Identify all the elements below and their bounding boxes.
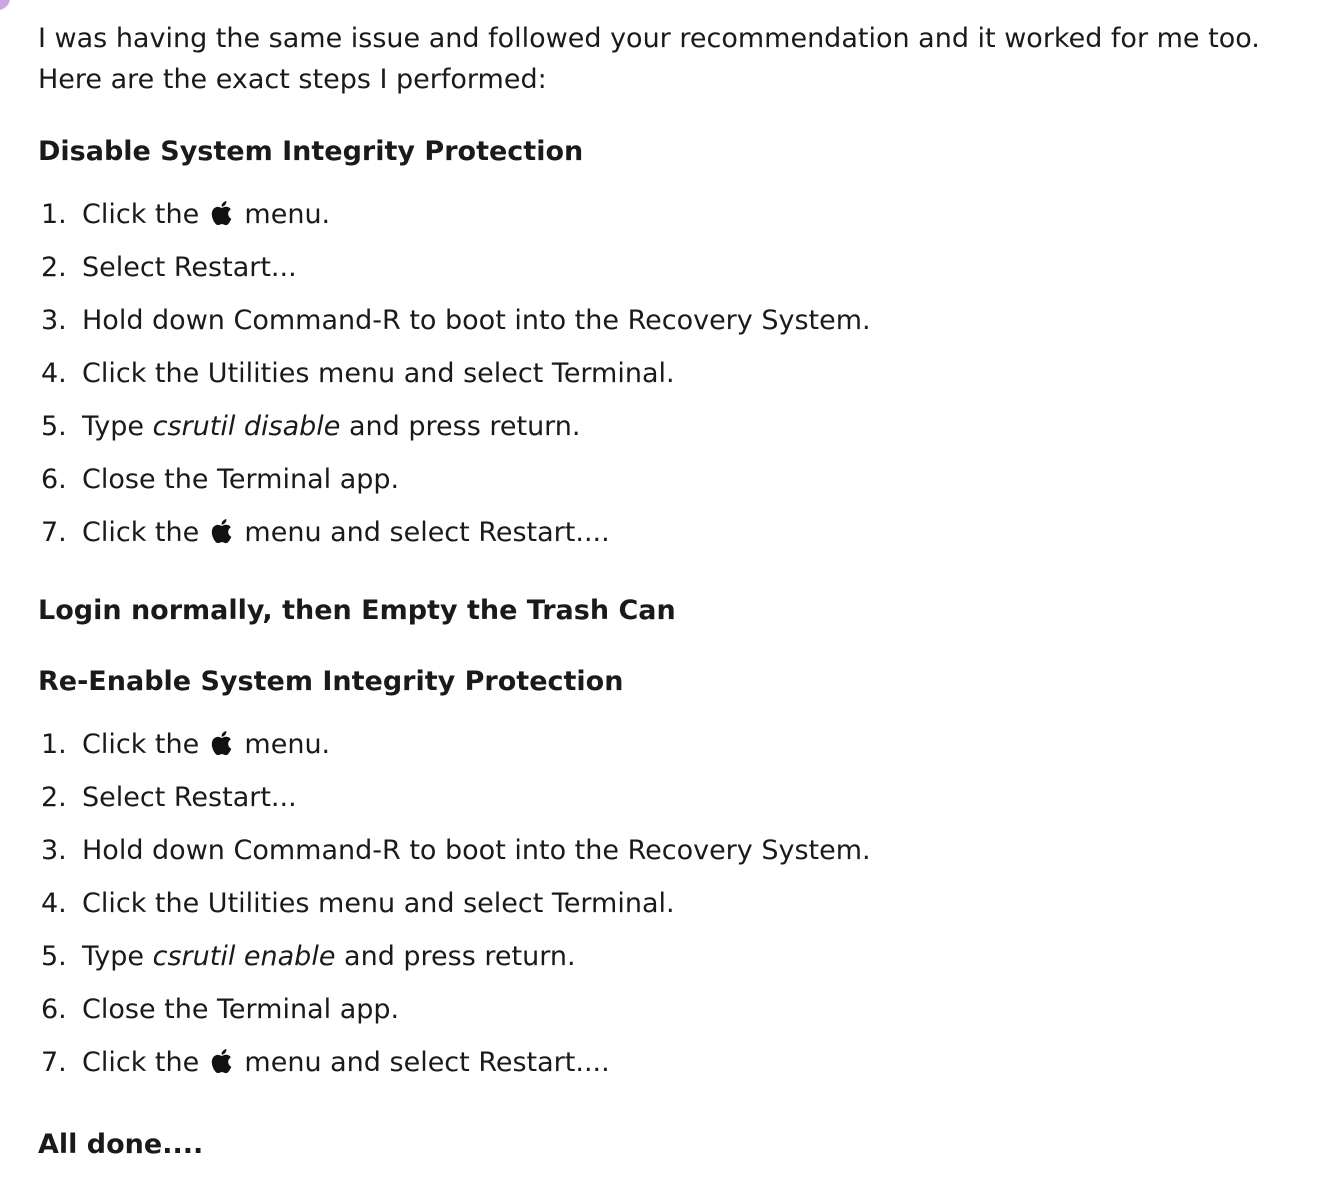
steps-list-reenable bbox=[38, 718, 1318, 1089]
step-text-after: menu. bbox=[244, 199, 331, 230]
step-number: 6. bbox=[41, 464, 67, 495]
section-heading-reenable-sip: Re-Enable System Integrity Protection bbox=[38, 666, 624, 697]
section-heading-login: Login normally, then Empty the Trash Can bbox=[38, 595, 676, 626]
step-text-before: Type bbox=[82, 411, 145, 442]
step-text-after: and press return. bbox=[344, 941, 576, 972]
step-text bbox=[82, 941, 576, 972]
section-heading-done: All done.... bbox=[38, 1129, 204, 1160]
command-text: csrutil enable bbox=[152, 941, 336, 972]
step-text bbox=[82, 517, 610, 548]
step-text bbox=[82, 411, 581, 442]
step-text-before: Click the bbox=[82, 199, 200, 230]
step-number: 7. bbox=[41, 517, 67, 548]
step-text: Select Restart... bbox=[82, 782, 297, 813]
step-number: 5. bbox=[41, 411, 67, 442]
step-number: 7. bbox=[41, 1047, 67, 1078]
list-item bbox=[38, 718, 1318, 771]
list-item bbox=[38, 1036, 1318, 1089]
step-text: Close the Terminal app. bbox=[82, 464, 400, 495]
step-text-after: menu. bbox=[244, 729, 331, 760]
list-item bbox=[38, 877, 1318, 930]
apple-icon bbox=[210, 200, 232, 226]
apple-icon bbox=[210, 518, 232, 544]
step-text: Select Restart... bbox=[82, 252, 297, 283]
list-item bbox=[38, 188, 1318, 241]
forum-post-body bbox=[38, 18, 1318, 1163]
list-item bbox=[38, 824, 1318, 877]
step-text-after: and press return. bbox=[349, 411, 581, 442]
step-text-before: Click the bbox=[82, 517, 200, 548]
step-text: Hold down Command-R to boot into the Recovery System. bbox=[82, 305, 871, 336]
list-item bbox=[38, 400, 1318, 453]
step-number: 6. bbox=[41, 994, 67, 1025]
step-text bbox=[82, 199, 330, 230]
step-number: 1. bbox=[41, 199, 67, 230]
list-item bbox=[38, 241, 1318, 294]
step-number: 2. bbox=[41, 782, 67, 813]
step-text-before: Click the bbox=[82, 1047, 200, 1078]
step-number: 5. bbox=[41, 941, 67, 972]
step-text: Hold down Command-R to boot into the Recovery System. bbox=[82, 835, 871, 866]
list-item bbox=[38, 983, 1318, 1036]
step-text-after: menu and select Restart.... bbox=[244, 1047, 610, 1078]
list-item bbox=[38, 347, 1318, 400]
step-number: 3. bbox=[41, 305, 67, 336]
step-number: 4. bbox=[41, 888, 67, 919]
step-number: 2. bbox=[41, 252, 67, 283]
step-text-before: Type bbox=[82, 941, 145, 972]
list-item bbox=[38, 506, 1318, 559]
list-item bbox=[38, 771, 1318, 824]
list-item bbox=[38, 930, 1318, 983]
command-text: csrutil disable bbox=[152, 411, 341, 442]
step-text bbox=[82, 729, 330, 760]
step-number: 4. bbox=[41, 358, 67, 389]
step-number: 1. bbox=[41, 729, 67, 760]
step-number: 3. bbox=[41, 835, 67, 866]
list-item bbox=[38, 453, 1318, 506]
step-text: Close the Terminal app. bbox=[82, 994, 400, 1025]
avatar[interactable] bbox=[0, 0, 10, 10]
apple-icon bbox=[210, 1048, 232, 1074]
step-text bbox=[82, 1047, 610, 1078]
steps-list-disable bbox=[38, 188, 1318, 559]
section-heading-disable-sip: Disable System Integrity Protection bbox=[38, 136, 584, 167]
post-intro: I was having the same issue and followed your recommendation and it worked for me too. Here are the exact steps I performed: bbox=[38, 23, 1260, 95]
step-text-after: menu and select Restart.... bbox=[244, 517, 610, 548]
step-text-before: Click the bbox=[82, 729, 200, 760]
step-text: Click the Utilities menu and select Terminal. bbox=[82, 888, 675, 919]
apple-icon bbox=[210, 730, 232, 756]
list-item bbox=[38, 294, 1318, 347]
step-text: Click the Utilities menu and select Terminal. bbox=[82, 358, 675, 389]
